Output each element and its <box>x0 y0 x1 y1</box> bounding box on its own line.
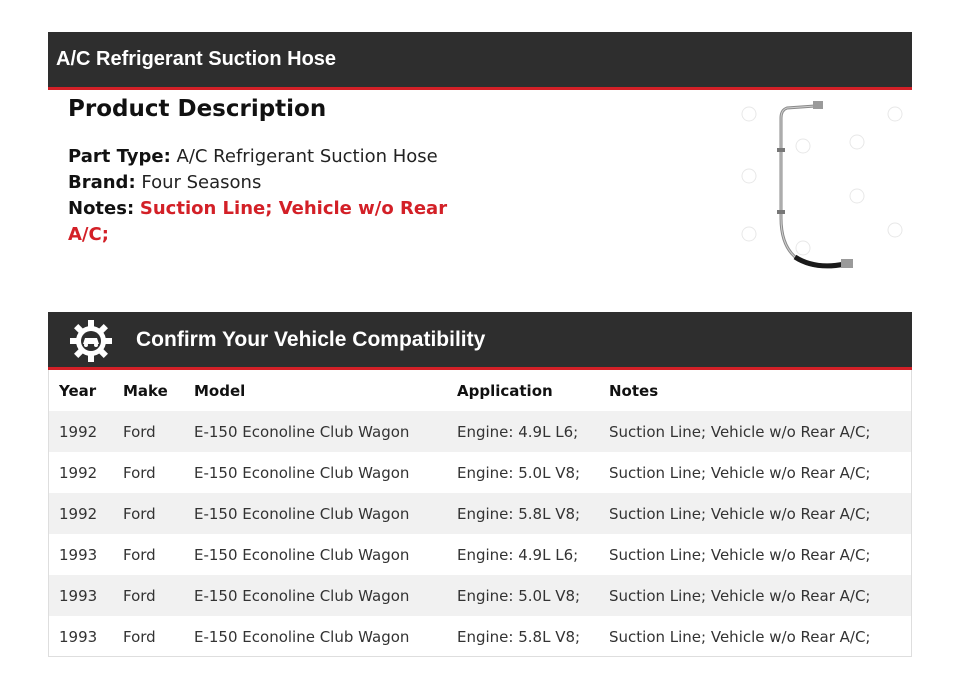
notes-row <box>68 196 448 248</box>
cell-notes: Suction Line; Vehicle w/o Rear A/C; <box>599 411 911 452</box>
cell-year: 1993 <box>59 545 98 564</box>
table-row <box>49 493 911 534</box>
cell-notes: Suction Line; Vehicle w/o Rear A/C; <box>609 545 871 564</box>
cell-application: Engine: 4.9L L6; <box>457 545 579 564</box>
cell-model: E-150 Econoline Club Wagon <box>184 411 447 452</box>
cell-application: Engine: 4.9L L6; <box>447 411 599 452</box>
cell-make: Ford <box>123 545 156 564</box>
table-row <box>49 411 911 452</box>
column-header-year: Year <box>59 381 97 400</box>
part-type-row <box>68 144 448 170</box>
part-type-value: A/C Refrigerant Suction Hose <box>176 146 438 167</box>
column-header-application: Application <box>457 381 553 400</box>
gear-car-icon <box>70 320 112 362</box>
top-banner <box>48 32 912 90</box>
cell-year: 1993 <box>59 627 98 646</box>
cell-make: Ford <box>123 463 156 482</box>
compatibility-title: Confirm Your Vehicle Compatibility <box>136 327 486 351</box>
cell-make: Ford <box>113 493 184 534</box>
notes-label: Notes: <box>68 198 135 219</box>
cell-notes: Suction Line; Vehicle w/o Rear A/C; <box>599 575 911 616</box>
cell-notes: Suction Line; Vehicle w/o Rear A/C; <box>599 493 911 534</box>
cell-application: Engine: 5.0L V8; <box>447 575 599 616</box>
cell-notes: Suction Line; Vehicle w/o Rear A/C; <box>609 627 871 646</box>
description-heading: Product Description <box>68 96 327 122</box>
cell-notes: Suction Line; Vehicle w/o Rear A/C; <box>609 463 871 482</box>
product-description <box>68 96 448 248</box>
table-row <box>49 616 911 657</box>
brand-value: Four Seasons <box>141 172 262 193</box>
cell-year: 1993 <box>49 575 113 616</box>
compatibility-table <box>48 370 912 657</box>
cell-year: 1992 <box>49 411 113 452</box>
column-header-model: Model <box>194 381 246 400</box>
cell-application: Engine: 5.8L V8; <box>447 493 599 534</box>
table-row <box>49 452 911 493</box>
cell-model: E-150 Econoline Club Wagon <box>194 627 410 646</box>
compatibility-banner <box>48 312 912 370</box>
cell-make: Ford <box>123 627 156 646</box>
brand-label: Brand: <box>68 172 136 193</box>
cell-year: 1992 <box>49 493 113 534</box>
table-row <box>49 575 911 616</box>
suction-hose-image <box>735 98 910 278</box>
cell-model: E-150 Econoline Club Wagon <box>194 545 410 564</box>
column-header-notes: Notes <box>609 381 659 400</box>
column-header-make: Make <box>123 381 168 400</box>
notes-value: Suction Line; Vehicle w/o Rear A/C; <box>68 198 448 245</box>
page-title: A/C Refrigerant Suction Hose <box>56 48 337 70</box>
cell-make: Ford <box>113 411 184 452</box>
table-header-row <box>49 370 911 411</box>
cell-model: E-150 Econoline Club Wagon <box>184 575 447 616</box>
part-type-label: Part Type: <box>68 146 171 167</box>
cell-application: Engine: 5.8L V8; <box>457 627 581 646</box>
cell-model: E-150 Econoline Club Wagon <box>194 463 410 482</box>
brand-row <box>68 170 448 196</box>
cell-year: 1992 <box>59 463 98 482</box>
cell-application: Engine: 5.0L V8; <box>457 463 581 482</box>
cell-make: Ford <box>113 575 184 616</box>
table-row <box>49 534 911 575</box>
cell-model: E-150 Econoline Club Wagon <box>184 493 447 534</box>
